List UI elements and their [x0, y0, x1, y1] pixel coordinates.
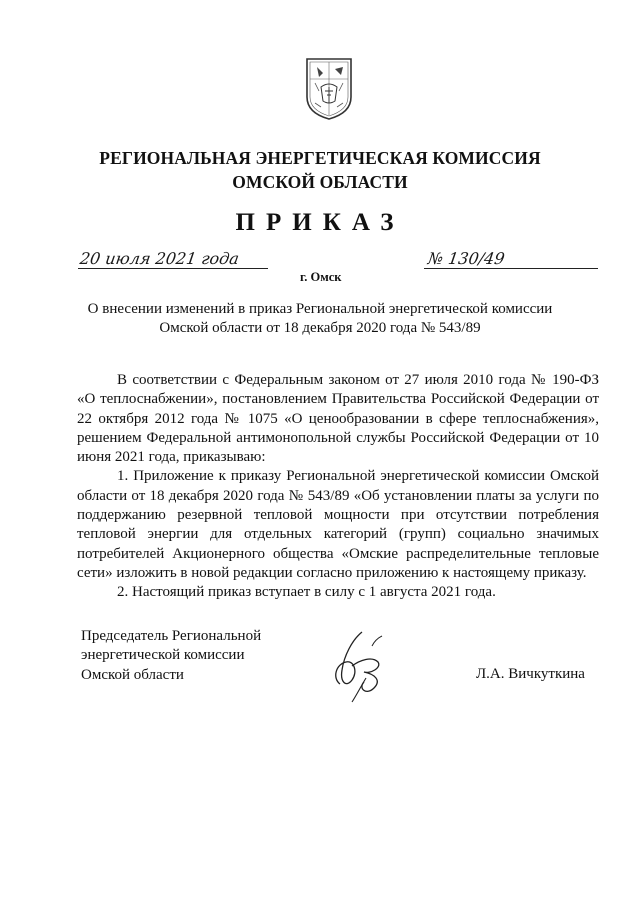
omsk-coat-of-arms-icon — [303, 57, 355, 121]
organization-name-line1: РЕГИОНАЛЬНАЯ ЭНЕРГЕТИЧЕСКАЯ КОМИССИЯ — [99, 148, 541, 168]
handwritten-order-number: № 130/49 — [426, 249, 506, 268]
number-underline — [424, 268, 598, 269]
signer-position-line3: Омской области — [81, 666, 184, 683]
handwritten-date: 20 июля 2021 года — [78, 249, 241, 268]
date-underline — [78, 268, 268, 269]
subject-line1: О внесении изменений в приказ Региональной энергетической комиссии — [87, 301, 553, 317]
subject-line2: Омской области от 18 декабря 2020 года № 543/89 — [159, 320, 481, 336]
city-label: г. Омск — [300, 270, 342, 284]
document-title: ПРИКАЗ — [235, 209, 405, 236]
item-1-paragraph: 1. Приложение к приказу Региональной энергетической комиссии Омской области от 18 декабря 2020 года № 543/89 «Об установлении платы за услуги по поддержанию резервной тепловой мощности при отсутствии потребления тепловой энергии для отдельных категорий (групп) социально значимых потребителей Акционерного общества «Омские распределительные тепловые сети» изложить в новой редакции согласно приложению к настоящему приказу. — [77, 468, 599, 581]
handwritten-signature-icon — [322, 626, 394, 706]
signer-position-line2: энергетической комиссии — [81, 647, 245, 664]
signer-name: Л.А. Вичкуткина — [476, 666, 585, 682]
item-2-paragraph: 2. Настоящий приказ вступает в силу с 1 августа 2021 года. — [117, 584, 496, 601]
order-subject — [60, 300, 580, 338]
signer-position — [81, 627, 261, 685]
organization-name-line2: ОМСКОЙ ОБЛАСТИ — [232, 172, 408, 192]
preamble-paragraph: В соответствии с Федеральным законом от 27 июля 2010 года № 190-ФЗ «О теплоснабжении», постановлением Правительства Российской Федерации от 22 октября 2012 года № 1075 «О ценообразовании в сфере теплоснабжения», решением Федеральной антимонопольной службы Российской Федерации от 10 июня 2021 года, приказываю: — [77, 372, 599, 466]
order-body — [77, 371, 599, 603]
signer-position-line1: Председатель Региональной — [81, 628, 262, 644]
